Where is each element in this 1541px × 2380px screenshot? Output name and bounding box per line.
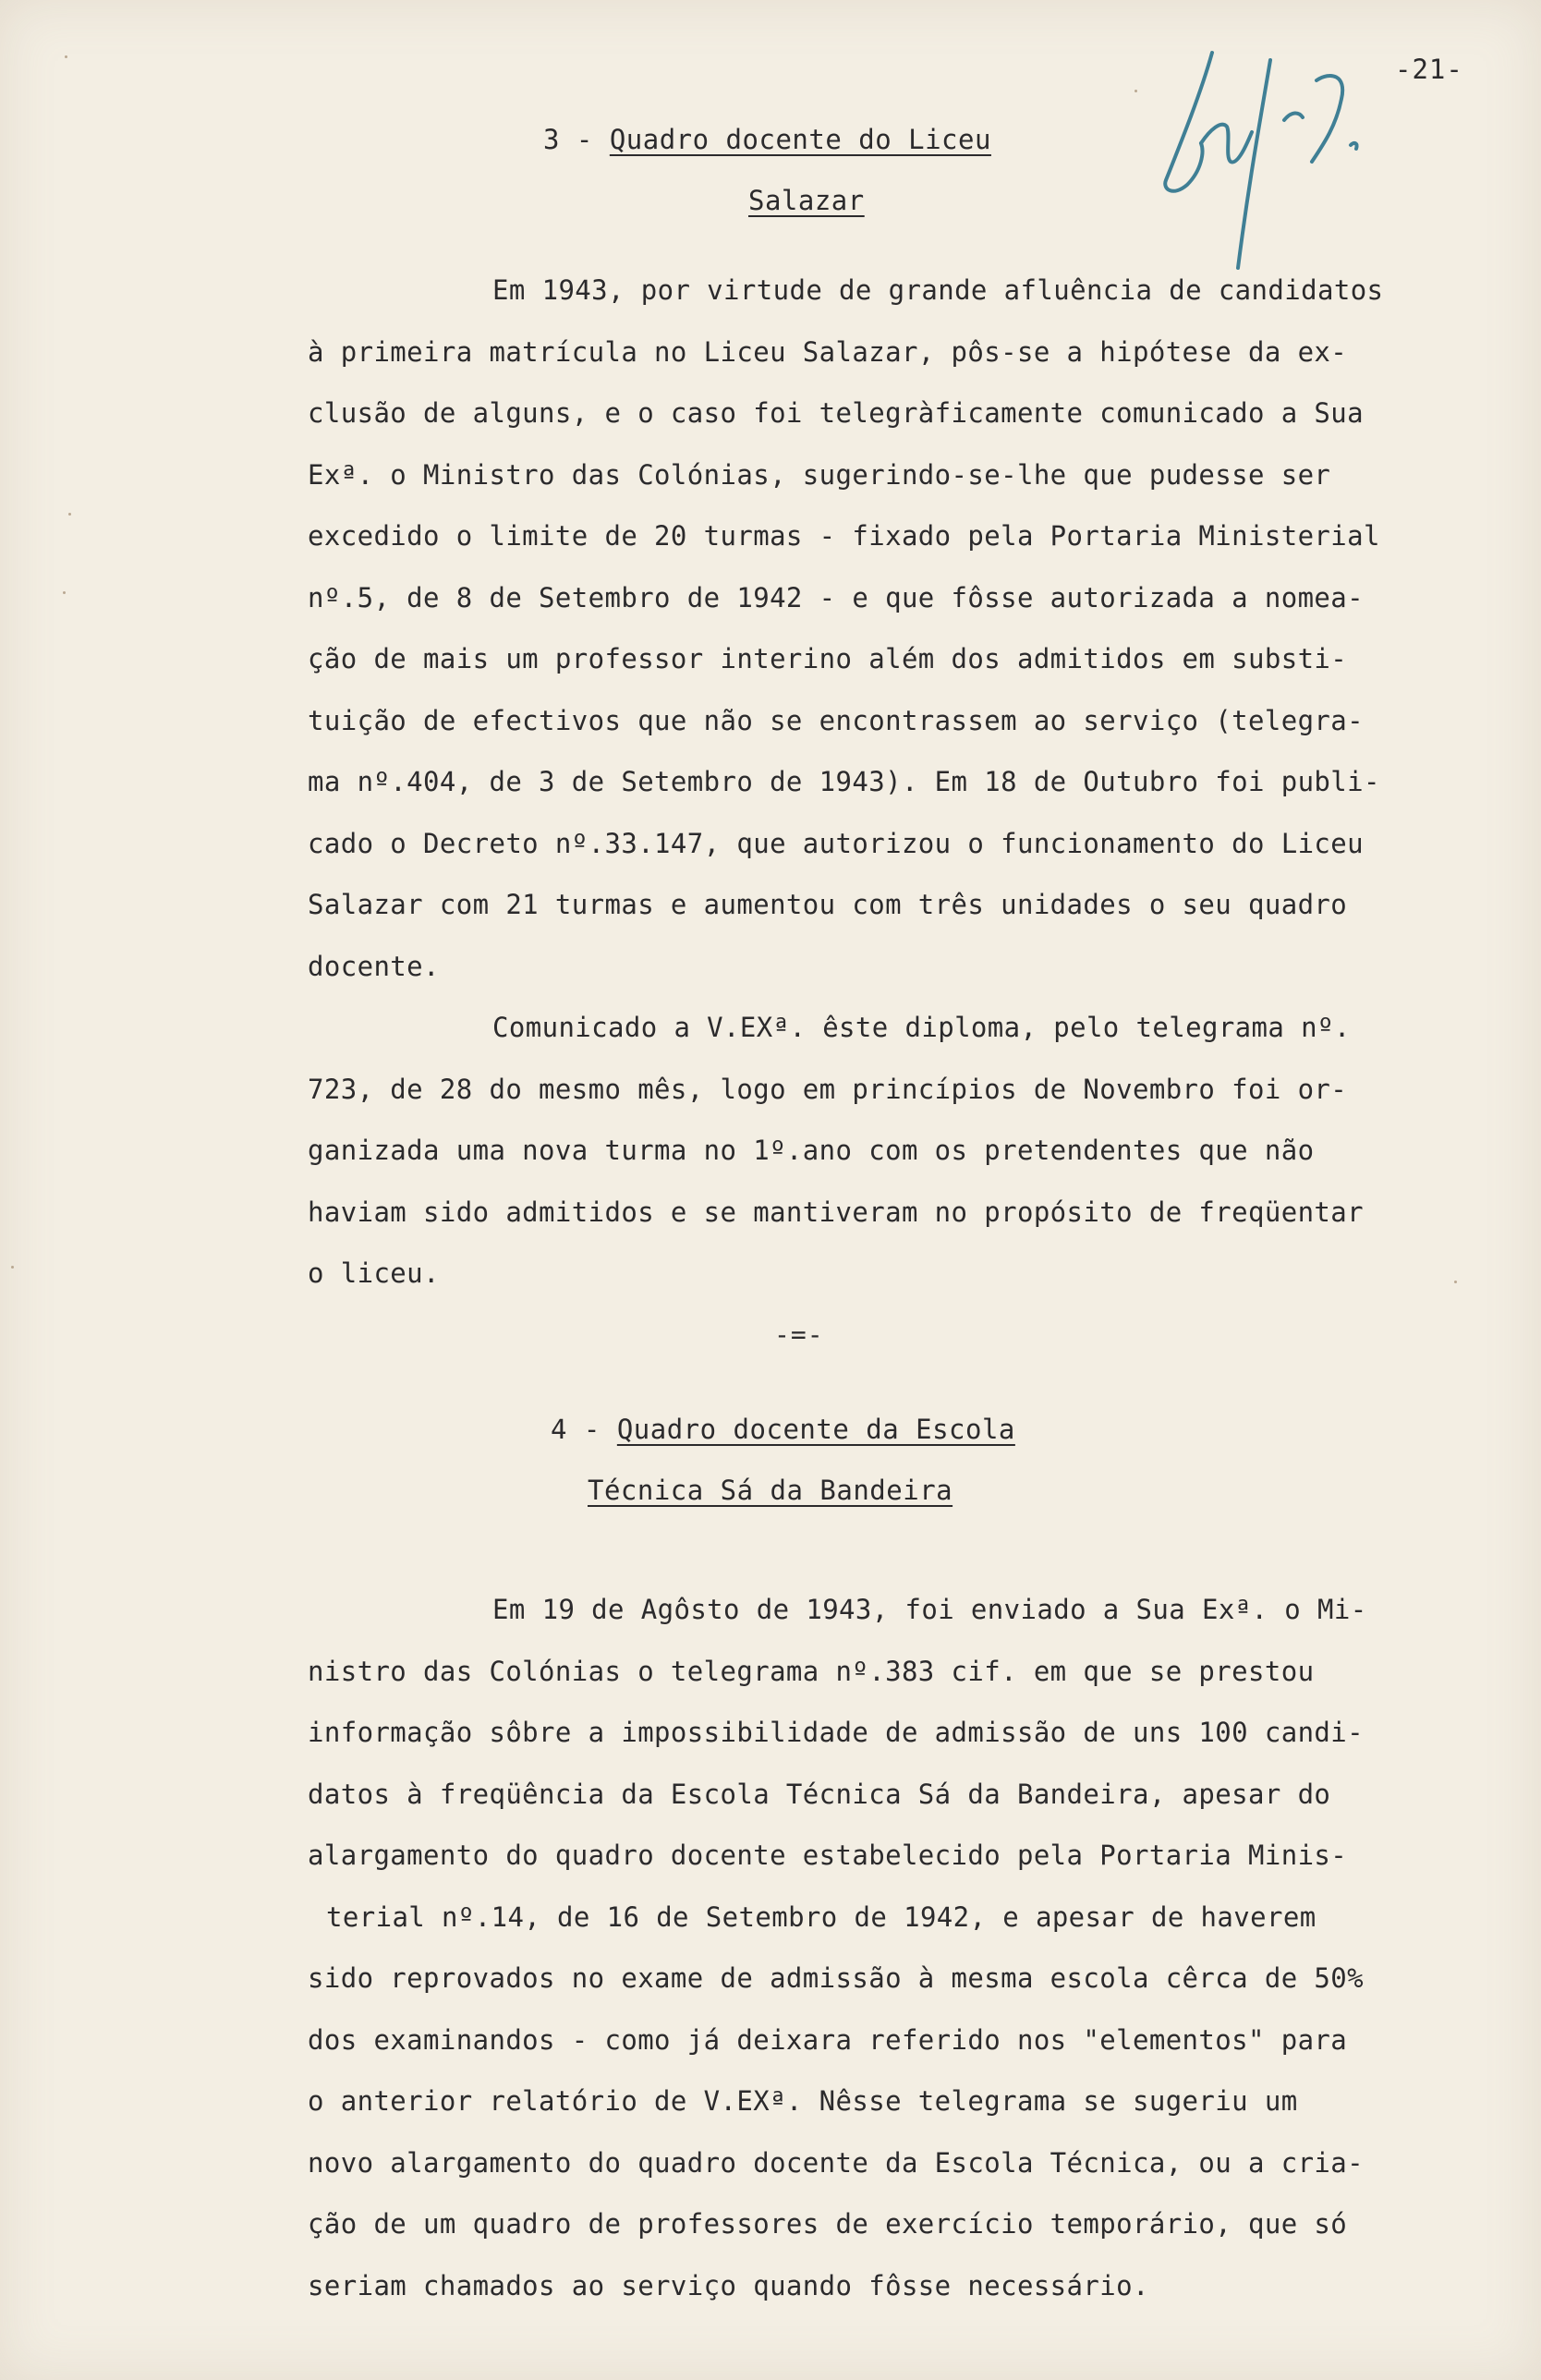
section-3-heading-line2: Salazar <box>748 185 865 216</box>
text-line: alargamento do quadro docente estabelecido pela Portaria Minis- <box>308 1840 1348 1871</box>
text-line: tuição de efectivos que não se encontrassem ao serviço (telegra- <box>308 704 1365 736</box>
text-line: seriam chamados ao serviço quando fôsse necessário. <box>308 2269 1149 2301</box>
section-3-paragraph-2 <box>308 997 1509 1305</box>
section-3-title: Quadro docente do Liceu <box>609 124 991 155</box>
page-number: -21- <box>1395 54 1463 85</box>
text-line: ganizada uma nova turma no 1º.ano com os pretendentes que não <box>308 1135 1315 1166</box>
text-line: novo alargamento do quadro docente da Escola Técnica, ou a cria- <box>308 2146 1365 2179</box>
text-line: ção de um quadro de professores de exercício temporário, que só <box>308 2208 1348 2240</box>
text-line: nº.5, de 8 de Setembro de 1942 - e que fôsse autorizada a nomea- <box>308 581 1365 613</box>
section-4-number: 4 - <box>551 1414 617 1445</box>
paper-speck <box>11 1266 14 1269</box>
section-4-title: Quadro docente da Escola <box>616 1414 1015 1445</box>
text-line: Em 19 de Agôsto de 1943, foi enviado a Sua Exª. o Mi- <box>492 1594 1367 1625</box>
paper-speck <box>65 55 67 58</box>
text-line: ma nº.404, de 3 de Setembro de 1943). Em 18 de Outubro foi publi- <box>308 766 1380 797</box>
section-divider: -=- <box>774 1319 824 1350</box>
text-line: Salazar com 21 turmas e aumentou com três unidades o seu quadro <box>308 889 1348 920</box>
text-line: ção de mais um professor interino além dos admitidos em substi- <box>308 643 1348 674</box>
text-line: sido reprovados no exame de admissão à mesma escola cêrca de 50% <box>308 1962 1365 1994</box>
section-4-heading-line1 <box>551 1414 1015 1445</box>
text-line: nistro das Colónias o telegrama nº.383 cif. em que se prestou <box>308 1655 1315 1687</box>
text-line: clusão de alguns, e o caso foi telegràficamente comunicado a Sua <box>308 397 1365 429</box>
section-3-heading-line1 <box>543 124 991 155</box>
text-line: 723, de 28 do mesmo mês, logo em princípios de Novembro foi or- <box>308 1073 1348 1105</box>
text-line: datos à freqüência da Escola Técnica Sá da Bandeira, apesar do <box>308 1778 1331 1810</box>
paper-speck <box>63 591 66 594</box>
text-line: Exª. o Ministro das Colónias, sugerindo-se-lhe que pudesse ser <box>308 458 1331 491</box>
section-4-heading-line2: Técnica Sá da Bandeira <box>588 1475 953 1506</box>
section-3-paragraph-1 <box>308 260 1509 997</box>
paper-speck <box>1135 90 1137 92</box>
text-line: docente. <box>308 950 440 982</box>
text-line: terial nº.14, de 16 de Setembro de 1942, e apesar de haverem <box>326 1900 1317 1933</box>
handwritten-signature-icon <box>1146 42 1450 282</box>
text-line: à primeira matrícula no Liceu Salazar, pôs-se a hipótese da ex- <box>308 335 1348 368</box>
text-line: dos examinandos - como já deixara referido nos "elementos" para <box>308 2023 1348 2056</box>
section-3-number: 3 - <box>543 124 610 155</box>
paper-speck <box>68 513 71 516</box>
text-line: Em 1943, por virtude de grande afluência de candidatos <box>492 274 1384 306</box>
text-line: cado o Decreto nº.33.147, que autorizou o funcionamento do Liceu <box>308 827 1365 859</box>
text-line: informação sôbre a impossibilidade de admissão de uns 100 candi- <box>308 1717 1365 1748</box>
text-line: excedido o limite de 20 turmas - fixado pela Portaria Ministerial <box>308 520 1380 552</box>
text-line: o anterior relatório de V.EXª. Nêsse telegrama se sugeriu um <box>308 2085 1298 2117</box>
text-line: haviam sido admitidos e se mantiveram no propósito de freqüentar <box>308 1196 1365 1228</box>
section-4-paragraph-1 <box>308 1579 1509 2316</box>
text-line: o liceu. <box>308 1257 440 1289</box>
text-line: Comunicado a V.EXª. êste diploma, pelo telegrama nº. <box>492 1012 1351 1043</box>
